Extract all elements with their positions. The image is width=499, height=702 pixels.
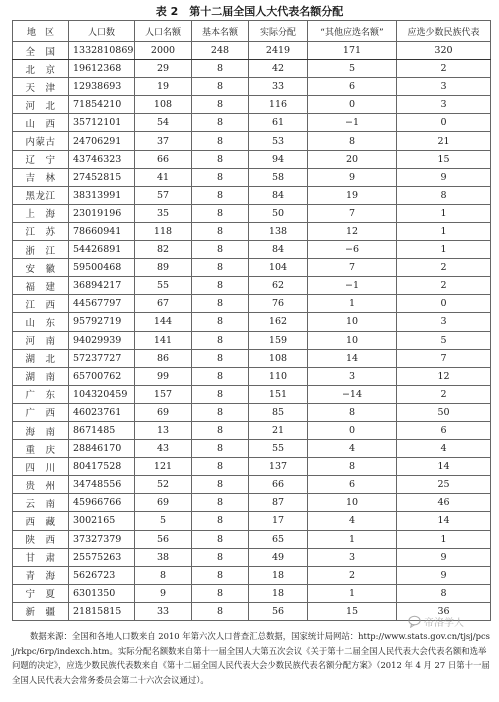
table-cell: 27452815: [69, 168, 135, 186]
column-header: 应选少数民族代表: [397, 21, 491, 42]
region-cell: 黑龙江: [13, 186, 69, 204]
table-body: [13, 42, 491, 621]
table-cell: 56: [249, 602, 308, 620]
table-row: [13, 114, 491, 132]
table-cell: 121: [135, 458, 192, 476]
table-row: [13, 259, 491, 277]
table-cell: 15: [397, 150, 491, 168]
table-cell: 8: [308, 458, 397, 476]
table-cell: 2: [308, 566, 397, 584]
table-cell: 0: [397, 114, 491, 132]
table-cell: 9: [397, 548, 491, 566]
table-cell: 85: [249, 403, 308, 421]
table-cell: 24706291: [69, 132, 135, 150]
table-row: [13, 512, 491, 530]
table-cell: 8: [192, 204, 249, 222]
table-cell: 94: [249, 150, 308, 168]
table-row: [13, 566, 491, 584]
table-cell: 94029939: [69, 331, 135, 349]
table-cell: 10: [308, 494, 397, 512]
table-row: [13, 385, 491, 403]
source-note: 数据来源：全国和各地人口数来自 2010 年第六次人口普查汇总数据，国家统计局网站：http://www.stats.gov.cn/tjsj/pcsj/rkpc/6rp/indexch.htm。实际分配名额数来自第十一届全国人大第五次会议《关于第十二届全国人民代表大会代表名额和选举问题的决定》，应选少数民族代表数来自《第十二届全国人民代表大会少数民族代表名额分配方案》（2012 年 4 月 27 日第十一届全国人民代表大会常务委员会第二十六次会议通过）。: [12, 631, 490, 685]
table-cell: 8: [192, 259, 249, 277]
table-cell: 20: [308, 150, 397, 168]
table-cell: 6301350: [69, 584, 135, 602]
table-cell: 54426891: [69, 241, 135, 259]
table-cell: 0: [397, 295, 491, 313]
table-row: [13, 60, 491, 78]
table-cell: 49: [249, 548, 308, 566]
table-cell: 137: [249, 458, 308, 476]
table-cell: 3: [308, 367, 397, 385]
region-cell: 新 疆: [13, 602, 69, 620]
table-cell: 8: [192, 349, 249, 367]
table-cell: 8: [397, 584, 491, 602]
table-cell: 55: [249, 440, 308, 458]
table-cell: 104320459: [69, 385, 135, 403]
table-cell: 69: [135, 403, 192, 421]
table-cell: 5: [397, 331, 491, 349]
region-cell: 上 海: [13, 204, 69, 222]
table-cell: 2: [397, 385, 491, 403]
table-cell: 57237727: [69, 349, 135, 367]
table-cell: 36894217: [69, 277, 135, 295]
table-cell: 66: [135, 150, 192, 168]
table-cell: 1: [397, 241, 491, 259]
table-cell: 3: [308, 548, 397, 566]
column-header: 实际分配: [249, 21, 308, 42]
chat-bubble-icon: [408, 615, 421, 628]
table-cell: 65: [249, 530, 308, 548]
region-cell: 河 北: [13, 96, 69, 114]
table-cell: 21: [249, 421, 308, 439]
region-cell: 辽 宁: [13, 150, 69, 168]
table-row: [13, 204, 491, 222]
table-cell: 151: [249, 385, 308, 403]
table-cell: 8: [192, 241, 249, 259]
table-cell: −14: [308, 385, 397, 403]
table-row: [13, 313, 491, 331]
table-cell: 35: [135, 204, 192, 222]
region-cell: 海 南: [13, 421, 69, 439]
table-cell: 78660941: [69, 222, 135, 240]
table-cell: 9: [308, 168, 397, 186]
table-cell: 8: [192, 385, 249, 403]
region-cell: 安 徽: [13, 259, 69, 277]
table-cell: 9: [135, 584, 192, 602]
table-cell: 3: [397, 313, 491, 331]
region-cell: 广 东: [13, 385, 69, 403]
table-cell: 6: [308, 78, 397, 96]
table-cell: 8: [192, 114, 249, 132]
table-cell: 50: [249, 204, 308, 222]
table-cell: 29: [135, 60, 192, 78]
region-cell: 河 南: [13, 331, 69, 349]
table-cell: 116: [249, 96, 308, 114]
region-cell: 重 庆: [13, 440, 69, 458]
region-cell: 吉 林: [13, 168, 69, 186]
table-cell: 18: [249, 584, 308, 602]
table-cell: 8: [192, 150, 249, 168]
table-row: [13, 440, 491, 458]
table-cell: 3002165: [69, 512, 135, 530]
table-cell: −1: [308, 277, 397, 295]
table-cell: 320: [397, 42, 491, 60]
table-cell: 8: [192, 530, 249, 548]
table-row: [13, 168, 491, 186]
table-cell: 8: [192, 602, 249, 620]
table-cell: 8: [192, 566, 249, 584]
table-cell: 9: [397, 168, 491, 186]
table-cell: 2: [397, 60, 491, 78]
table-cell: 84: [249, 241, 308, 259]
table-row: [13, 548, 491, 566]
region-cell: 贵 州: [13, 476, 69, 494]
table-cell: 19: [135, 78, 192, 96]
table-cell: 8: [192, 367, 249, 385]
table-cell: 3: [397, 96, 491, 114]
table-cell: 18: [249, 566, 308, 584]
table-cell: 4: [308, 512, 397, 530]
table-cell: 21815815: [69, 602, 135, 620]
table-row: [13, 367, 491, 385]
table-cell: 8: [192, 331, 249, 349]
table-cell: 65700762: [69, 367, 135, 385]
table-row: [13, 96, 491, 114]
table-cell: 8: [192, 584, 249, 602]
table-cell: 69: [135, 494, 192, 512]
table-row: [13, 458, 491, 476]
table-cell: 9: [397, 566, 491, 584]
table-cell: 46: [397, 494, 491, 512]
table-cell: 87: [249, 494, 308, 512]
table-cell: 10: [308, 331, 397, 349]
region-cell: 西 藏: [13, 512, 69, 530]
table-cell: 8: [192, 60, 249, 78]
table-cell: 5: [135, 512, 192, 530]
region-cell: 浙 江: [13, 241, 69, 259]
table-cell: 35712101: [69, 114, 135, 132]
table-cell: 45966766: [69, 494, 135, 512]
region-cell: 云 南: [13, 494, 69, 512]
table-cell: 25575263: [69, 548, 135, 566]
table-cell: 38313991: [69, 186, 135, 204]
table-cell: 8: [192, 494, 249, 512]
watermark-text: 帝洛学人: [424, 617, 464, 629]
table-cell: 8: [192, 476, 249, 494]
table-cell: 1: [308, 530, 397, 548]
table-cell: 7: [397, 349, 491, 367]
table-cell: 52: [135, 476, 192, 494]
region-cell: 青 海: [13, 566, 69, 584]
table-cell: 7: [308, 204, 397, 222]
table-cell: 248: [192, 42, 249, 60]
table-cell: 1: [397, 204, 491, 222]
table-cell: 0: [308, 96, 397, 114]
table-cell: 8: [192, 512, 249, 530]
table-cell: 13: [135, 421, 192, 439]
table-cell: 37327379: [69, 530, 135, 548]
region-cell: 广 西: [13, 403, 69, 421]
table-cell: 110: [249, 367, 308, 385]
table-cell: 86: [135, 349, 192, 367]
table-row: [13, 349, 491, 367]
table-cell: 8: [192, 132, 249, 150]
table-cell: 8: [192, 277, 249, 295]
column-header: 人口名额: [135, 21, 192, 42]
table-cell: 59500468: [69, 259, 135, 277]
table-cell: 54: [135, 114, 192, 132]
table-cell: 0: [308, 421, 397, 439]
table-cell: 3: [397, 78, 491, 96]
region-cell: 福 建: [13, 277, 69, 295]
table-cell: 5: [308, 60, 397, 78]
table-cell: 80417528: [69, 458, 135, 476]
table-cell: −1: [308, 114, 397, 132]
table-cell: 15: [308, 602, 397, 620]
table-cell: 8: [192, 96, 249, 114]
column-header: “其他应选名额”: [308, 21, 397, 42]
table-cell: 43746323: [69, 150, 135, 168]
table-cell: 76: [249, 295, 308, 313]
table-cell: 33: [135, 602, 192, 620]
region-cell: 北 京: [13, 60, 69, 78]
table-cell: 82: [135, 241, 192, 259]
table-cell: 14: [397, 458, 491, 476]
table-row: [13, 295, 491, 313]
region-cell: 宁 夏: [13, 584, 69, 602]
table-cell: 104: [249, 259, 308, 277]
table-cell: 19612368: [69, 60, 135, 78]
table-cell: 14: [397, 512, 491, 530]
table-cell: 8: [192, 295, 249, 313]
table-cell: 108: [135, 96, 192, 114]
table-row: [13, 186, 491, 204]
table-cell: 99: [135, 367, 192, 385]
region-cell: 天 津: [13, 78, 69, 96]
table-cell: 23019196: [69, 204, 135, 222]
region-cell: 山 西: [13, 114, 69, 132]
table-cell: 4: [397, 440, 491, 458]
table-cell: 8: [192, 168, 249, 186]
table-cell: 41: [135, 168, 192, 186]
table-cell: 141: [135, 331, 192, 349]
table-cell: 14: [308, 349, 397, 367]
table-cell: 67: [135, 295, 192, 313]
table-cell: 17: [249, 512, 308, 530]
table-cell: 8: [308, 132, 397, 150]
table-row: [13, 530, 491, 548]
table-row: [13, 421, 491, 439]
table-row: [13, 476, 491, 494]
table-cell: −6: [308, 241, 397, 259]
table-cell: 46023761: [69, 403, 135, 421]
table-row: [13, 331, 491, 349]
region-cell: 全 国: [13, 42, 69, 60]
table-cell: 55: [135, 277, 192, 295]
table-cell: 118: [135, 222, 192, 240]
table-cell: 6: [397, 421, 491, 439]
table-cell: 8: [192, 421, 249, 439]
table-cell: 6: [308, 476, 397, 494]
table-cell: 8: [397, 186, 491, 204]
table-cell: 37: [135, 132, 192, 150]
table-cell: 8: [308, 403, 397, 421]
region-cell: 甘 肃: [13, 548, 69, 566]
table-cell: 8: [192, 186, 249, 204]
table-cell: 1332810869: [69, 42, 135, 60]
table-cell: 4: [308, 440, 397, 458]
column-header: 地 区: [13, 21, 69, 42]
table-row: [13, 241, 491, 259]
table-cell: 95792719: [69, 313, 135, 331]
table-cell: 108: [249, 349, 308, 367]
total-row: [13, 42, 491, 60]
table-row: [13, 150, 491, 168]
region-cell: 湖 北: [13, 349, 69, 367]
table-row: [13, 132, 491, 150]
table-row: [13, 222, 491, 240]
allocation-table: [12, 20, 491, 621]
table-cell: 53: [249, 132, 308, 150]
column-header: 基本名额: [192, 21, 249, 42]
table-cell: 8: [135, 566, 192, 584]
table-cell: 12: [397, 367, 491, 385]
table-cell: 8: [192, 458, 249, 476]
table-cell: 1: [308, 295, 397, 313]
region-cell: 陕 西: [13, 530, 69, 548]
table-row: [13, 277, 491, 295]
table-title: 表 2 第十二届全国人大代表名额分配: [155, 5, 344, 18]
table-cell: 1: [397, 222, 491, 240]
table-cell: 44567797: [69, 295, 135, 313]
table-cell: 62: [249, 277, 308, 295]
table-cell: 19: [308, 186, 397, 204]
column-header: 人口数: [69, 21, 135, 42]
table-cell: 25: [397, 476, 491, 494]
region-cell: 江 西: [13, 295, 69, 313]
table-cell: 12938693: [69, 78, 135, 96]
table-cell: 8: [192, 548, 249, 566]
table-cell: 38: [135, 548, 192, 566]
table-cell: 21: [397, 132, 491, 150]
region-cell: 四 川: [13, 458, 69, 476]
table-cell: 171: [308, 42, 397, 60]
table-cell: 2419: [249, 42, 308, 60]
table-cell: 157: [135, 385, 192, 403]
table-row: [13, 403, 491, 421]
table-cell: 1: [397, 530, 491, 548]
table-cell: 84: [249, 186, 308, 204]
table-cell: 28846170: [69, 440, 135, 458]
table-row: [13, 78, 491, 96]
table-cell: 159: [249, 331, 308, 349]
table-cell: 58: [249, 168, 308, 186]
table-cell: 10: [308, 313, 397, 331]
table-cell: 42: [249, 60, 308, 78]
table-cell: 5626723: [69, 566, 135, 584]
region-cell: 内蒙古: [13, 132, 69, 150]
table-cell: 8: [192, 222, 249, 240]
region-cell: 山 东: [13, 313, 69, 331]
table-cell: 1: [308, 584, 397, 602]
table-cell: 71854210: [69, 96, 135, 114]
table-row: [13, 494, 491, 512]
table-cell: 2: [397, 259, 491, 277]
table-cell: 8671485: [69, 421, 135, 439]
region-cell: 湖 南: [13, 367, 69, 385]
table-cell: 2: [397, 277, 491, 295]
table-cell: 2000: [135, 42, 192, 60]
table-cell: 144: [135, 313, 192, 331]
table-cell: 12: [308, 222, 397, 240]
table-cell: 57: [135, 186, 192, 204]
table-cell: 33: [249, 78, 308, 96]
table-cell: 89: [135, 259, 192, 277]
table-cell: 36: [397, 602, 491, 620]
table-cell: 8: [192, 78, 249, 96]
table-cell: 56: [135, 530, 192, 548]
table-cell: 61: [249, 114, 308, 132]
table-cell: 50: [397, 403, 491, 421]
table-cell: 8: [192, 313, 249, 331]
table-cell: 8: [192, 440, 249, 458]
region-cell: 江 苏: [13, 222, 69, 240]
header-row: [13, 21, 491, 42]
table-cell: 43: [135, 440, 192, 458]
table-cell: 66: [249, 476, 308, 494]
table-cell: 7: [308, 259, 397, 277]
table-cell: 162: [249, 313, 308, 331]
table-row: [13, 584, 491, 602]
table-cell: 34748556: [69, 476, 135, 494]
table-cell: 138: [249, 222, 308, 240]
table-cell: 8: [192, 403, 249, 421]
table-header: [13, 21, 491, 42]
